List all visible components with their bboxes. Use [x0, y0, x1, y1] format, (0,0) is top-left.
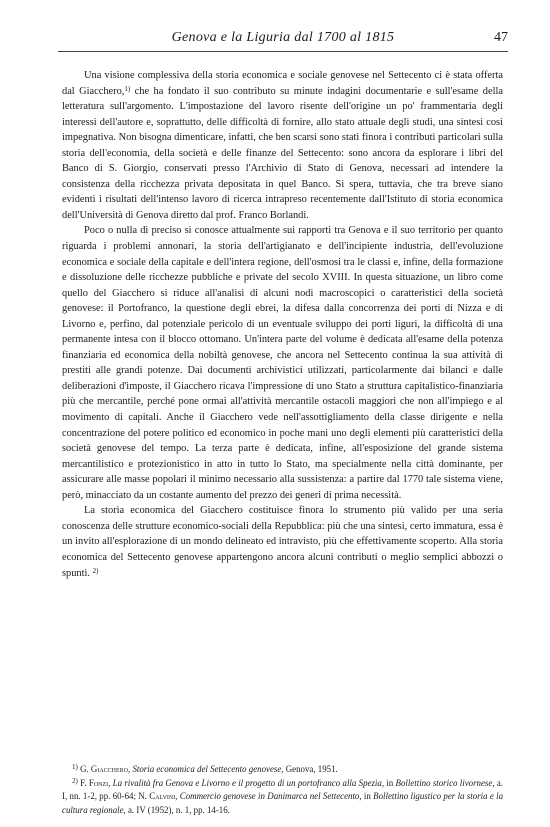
footnote-2-mid1: , in [381, 777, 396, 788]
footnote-1-ref: 1) [72, 763, 78, 771]
footnote-1: $^{1)}$ G. Giacchero, Storia economica del Settecento genovese, Genova, 1951. [72, 763, 338, 774]
footnote-ref-2: 2) [92, 566, 99, 575]
page-header [58, 30, 508, 50]
header-rule [58, 51, 508, 52]
paragraph-1 [62, 68, 503, 223]
running-title: Genova e la Liguria dal 1700 al 1815 [171, 30, 395, 45]
footnotes [62, 763, 503, 817]
footnote-2-title2: Commercio genovese in Danimarca nel Settecento [179, 791, 360, 802]
paragraph-1-text: Una visione complessiva della storia economica e sociale genovese nel Settecento ci è stata offerta dal Giacchero, [62, 70, 503, 97]
page-number: 47 [494, 30, 508, 45]
footnote-2-author: F. Fonzi [80, 777, 109, 788]
footnote-2-title: La rivalità fra Genova e Livorno e il progetto di un portofranco alla Spezia [112, 777, 382, 788]
paragraph-1-text-cont: che ha fondato il suo contributo su minute indagini documentarie e sull'esame della letteratura sull'argomento. L'impostazione del lavoro risente dell'origine un po' frammentaria degli interessi dell'autore e, soprattutto, delle difficoltà di fornire, allo stato attuale degli studi, una sintesi così impegnativa. Non bisogna dimenticare, infatti, che ben scarsi sono stati finora i contributi particolari sulla storia dell'economia, della società e delle finanze del Settecento: sono ancora da esplorare i libri del Banco di S. Giorgio, conservati presso l'Archivio di Stato di Genova, necessari ad intendere la consistenza della ricchezza privata depositata in quel Banco. Si spera, tuttavia, che tra breve siano evidenti i risultati dell'intenso lavoro di ricerca intrapreso recentemente dall'Istituto di storia economica dell'Università di Genova diretto dal prof. Franco Borlandi. [62, 85, 503, 221]
paragraph-3-text: La storia economica del Giacchero costituisce finora lo strumento più valido per una seria conoscenza delle strutture economico-sociali della Repubblica: più che una sintesi, certo immatura, essa è un invito all'esplorazione di un mondo delineato ed intravisto, più che effettivamente scoperto. Alla storia economica del Settecento genovese appartengono ancora alcuni contributi o meglio semplici abbozzi o spunti. [62, 505, 503, 579]
footnote-2-journal2: Bollettino ligustico per la storia e la cultura regionale [62, 791, 504, 815]
footnote-1-author: G. Giacchero [80, 764, 128, 774]
paragraph-3 [62, 503, 503, 581]
footnote-2-mid3: , in [359, 791, 374, 802]
footnote-2: $^{2)}$ F. Fonzi, La rivalità fra Genova e Livorno e il progetto di un portofranco alla Spezia, in Bollettino storico livornese, a. I, nn. 1-2, pp. 60-64; N. Calvini, Commercio genovese in Danimarca nel Settecento, in Bollettino ligustico per la storia e la cultura regionale, a. IV (1952), n. 1, pp. 14-16. [62, 776, 504, 815]
footnote-2-author2: Calvini [149, 791, 176, 802]
footnote-2-rest: , a. IV (1952), n. 1, pp. 14-16. [123, 804, 230, 815]
paragraph-2: Poco o nulla di preciso si conosce attualmente sui rapporti tra Genova e il suo territorio per quanto riguarda i problemi annonari, la storia dell'artigianato e dell'incipiente industria, dell'evoluzione economica e sociale della capitale e dell'intera regione, dell'osmosi tra le classi e, infine, della formazione e dissoluzione delle ricchezze pubbliche e private del secolo XVIII. In questa situazione, un libro come quello del Giacchero si riduce all'analisi di alcuni nodi macroscopici o caratteristici della società genovese: il Portofranco, la questione degli ebrei, la difesa dalla concorrenza dei porti di Nizza e di Livorno e, perfino, dal potenziale pericolo di un eventuale sviluppo dei porti liguri, la difficoltà di una permanente intesa con il blocco ottomano. Un'intera parte del volume è dedicata all'esame della potenza finanziaria ed economica della nobiltà genovese, che ancora nel Settecento continua la sua attività di prestiti alle grandi potenze. Dai documenti archivistici utilizzati, particolarmente dai bilanci e dalle deliberazioni d'imposte, il Giacchero ricava l'impressione di uno Stato a struttura capitalistico-finanziaria più che mercantile, perché pone ormai all'attività mercantile ostacoli maggiori che non all'impiego e al movimento di capitali. Anche il Giacchero vede nell'assottigliamento della classe dirigente e nella concentrazione del potere politico ed economico in poche mani uno degli elementi più caratteristici della società genovese del tempo. La terza parte è dedicata, infine, all'esposizione del grande sistema mercantilistico e protezionistico in atto in tutto lo Stato, ma specialmente nella città dominante, per assicurare alle masse popolari il minimo necessario alla sussistenza: a partire dal 1770 tale sistema viene, però, minacciato da un costante aumento del prezzo dei generi di prima necessità. [62, 225, 503, 501]
footnote-1-rest: , Genova, 1951. [281, 764, 338, 774]
footnote-ref-1: 1) [124, 84, 131, 93]
footnote-1-title: Storia economica del Settecento genovese [132, 764, 282, 774]
footnote-2-mid2: , a. I, nn. 1-2, pp. 60-64; N. [62, 777, 503, 802]
footnote-2-ref: 2) [72, 776, 78, 785]
body-text [62, 68, 503, 581]
footnote-2-journal1: Bollettino storico livornese [395, 777, 493, 788]
